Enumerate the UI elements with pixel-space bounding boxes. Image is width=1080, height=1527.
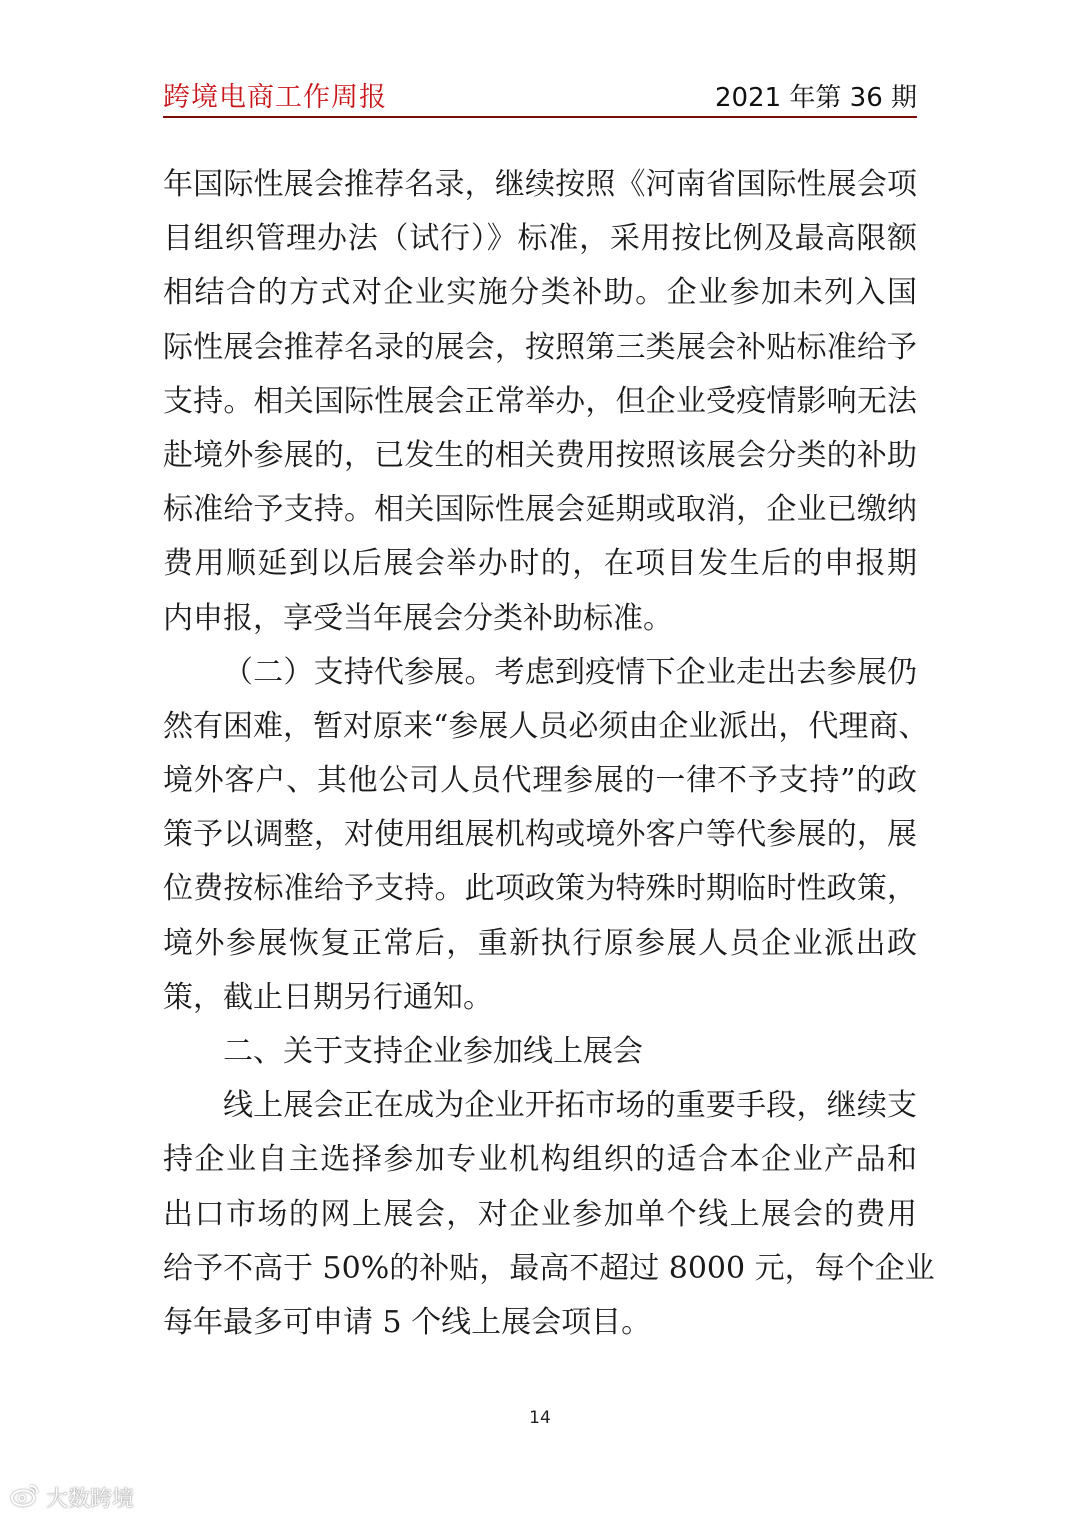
body-line: 标准给予支持。相关国际性展会延期或取消，企业已缴纳 xyxy=(163,492,917,528)
body-line: 策予以调整，对使用组展机构或境外客户等代参展的，展 xyxy=(163,817,917,853)
issue-number: 2021 年第 36 期 xyxy=(714,83,917,113)
page-header xyxy=(163,76,917,118)
body-line: 相结合的方式对企业实施分类补助。企业参加未列入国 xyxy=(163,275,917,311)
body-line: 赴境外参展的，已发生的相关费用按照该展会分类的补助 xyxy=(163,437,917,473)
body-line: 线上展会正在成为企业开拓市场的重要手段，继续支 xyxy=(223,1088,917,1124)
body-line: 境外参展恢复正常后，重新执行原参展人员企业派出政 xyxy=(163,925,917,961)
body-line: 每年最多可申请 5 个线上展会项目。 xyxy=(163,1304,652,1340)
watermark-text: 大数跨境 xyxy=(46,1487,135,1512)
body-line: 给予不高于 50%的补贴，最高不超过 8000 元，每个企业 xyxy=(163,1250,935,1286)
section-heading-line: （二）支持代参展。考虑到疫情下企业走出去参展仍 xyxy=(223,654,917,690)
body-line: 支持。相关国际性展会正常举办，但企业受疫情影响无法 xyxy=(163,383,917,419)
body-line: 位费按标准给予支持。此项政策为特殊时期临时性政策， xyxy=(163,871,917,907)
page-number: 14 xyxy=(529,1408,551,1428)
section-heading: 二、关于支持企业参加线上展会 xyxy=(223,1034,643,1069)
document-body xyxy=(163,158,935,1350)
body-line: 目组织管理办法（试行）》标准，采用按比例及最高限额 xyxy=(163,221,917,257)
body-line: 费用顺延到以后展会举办时的，在项目发生后的申报期 xyxy=(163,546,917,582)
body-line: 境外客户、其他公司人员代理参展的一律不予支持”的政 xyxy=(163,763,917,799)
body-line: 年国际性展会推荐名录，继续按照《河南省国际性展会项 xyxy=(163,167,917,202)
body-line: 然有困难，暂对原来“参展人员必须由企业派出，代理商、 xyxy=(163,708,929,744)
body-line: 际性展会推荐名录的展会，按照第三类展会补贴标准给予 xyxy=(163,329,917,365)
weibo-icon xyxy=(10,1483,40,1513)
body-line: 内申报，享受当年展会分类补助标准。 xyxy=(163,600,673,636)
body-line: 出口市场的网上展会，对企业参加单个线上展会的费用 xyxy=(163,1196,917,1232)
body-line: 策，截止日期另行通知。 xyxy=(163,979,493,1015)
body-line: 持企业自主选择参加专业机构组织的适合本企业产品和 xyxy=(163,1142,917,1178)
watermark xyxy=(10,1482,134,1513)
publication-title: 跨境电商工作周报 xyxy=(163,82,387,113)
